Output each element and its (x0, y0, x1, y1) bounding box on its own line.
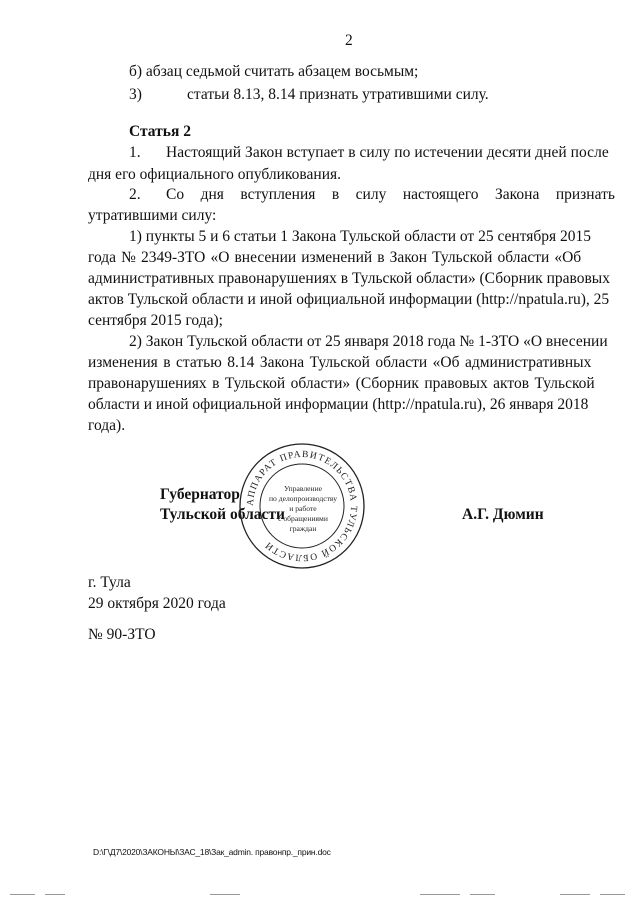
word: Закона (495, 186, 540, 203)
subitem-2-line-2: изменения в статью 8.14 Закона Тульской области «Об административных (88, 354, 592, 371)
word: силу (355, 186, 387, 203)
scan-speck (560, 894, 590, 895)
word: Со (166, 186, 185, 203)
paragraph-2-number: 2. (129, 186, 141, 203)
paragraph-1-line-2: дня его официального опубликования. (88, 166, 342, 183)
signatory-title-line-2: Тульской области (160, 506, 285, 523)
stamp-center-line: граждан (289, 524, 317, 533)
scan-speck (470, 894, 495, 895)
word: настоящего (402, 186, 479, 203)
subitem-1-line-3: административных правонарушениях в Тульской области» (Сборник правовых (88, 270, 610, 287)
file-path-footer: D:\Г\Д7\2020\ЗАКОНЫ\ЗАС_18\Зак_admin. правонпр._прин.doc (93, 847, 331, 857)
stamp-ring-text: АППАРАТ ПРАВИТЕЛЬСТВА ТУЛЬСКОЙ ОБЛАСТИ (245, 449, 359, 563)
scan-speck (45, 894, 65, 895)
scan-speck (210, 894, 240, 895)
subitem-1-line-5: сентября 2015 года); (88, 312, 223, 329)
signatory-name: А.Г. Дюмин (462, 506, 544, 523)
article-heading: Статья 2 (129, 123, 191, 140)
signatory-title-line-1: Губернатор (160, 486, 240, 503)
list-item-3-number: 3) (129, 86, 142, 103)
subitem-2-line-1: 2) Закон Тульской области от 25 января 2018 года № 1-ЗТО «О внесении (129, 333, 608, 350)
stamp-center-line: и работе (289, 504, 317, 513)
paragraph-2-line-1 (166, 187, 615, 203)
scan-speck (600, 894, 625, 895)
paragraph-1-line-1: Настоящий Закон вступает в силу по истечении десяти дней после (166, 144, 609, 161)
word: дня (200, 186, 224, 203)
subitem-1-line-4: актов Тульской области и иной официальной информации (http://npatula.ru), 25 (88, 291, 610, 308)
subitem-1-line-2: года № 2349-ЗТО «О внесении изменений в Закон Тульской области «Об (88, 249, 582, 266)
official-stamp (237, 441, 367, 571)
page-number: 2 (345, 32, 353, 49)
subitem-2-line-3: правонарушениях в Тульской области» (Сборник правовых актов Тульской (88, 375, 595, 392)
word: в (331, 186, 340, 203)
list-item-b: б) абзац седьмой считать абзацем восьмым; (129, 63, 419, 80)
stamp-center-line: Управление (283, 484, 323, 493)
subitem-2-line-4: области и иной официальной информации (http://npatula.ru), 26 января 2018 (88, 396, 589, 413)
subitem-2-line-5: года). (88, 417, 126, 434)
paragraph-1-number: 1. (129, 144, 141, 161)
word: вступления (240, 186, 316, 203)
place-of-signing: г. Тула (88, 574, 131, 591)
word: признать (555, 186, 615, 203)
date-of-signing: 29 октября 2020 года (88, 595, 226, 612)
scan-speck (420, 894, 460, 895)
stamp-center-line: по делопроизводству (268, 494, 338, 503)
subitem-1-line-1: 1) пункты 5 и 6 статьи 1 Закона Тульской области от 25 сентября 2015 (129, 228, 592, 245)
stamp-center-line: с обращениями (278, 514, 328, 523)
scan-speck (10, 894, 35, 895)
list-item-3-text: статьи 8.13, 8.14 признать утратившими силу. (187, 86, 489, 103)
law-number: № 90-ЗТО (88, 626, 156, 643)
paragraph-2-line-2: утратившими силу: (88, 207, 217, 224)
